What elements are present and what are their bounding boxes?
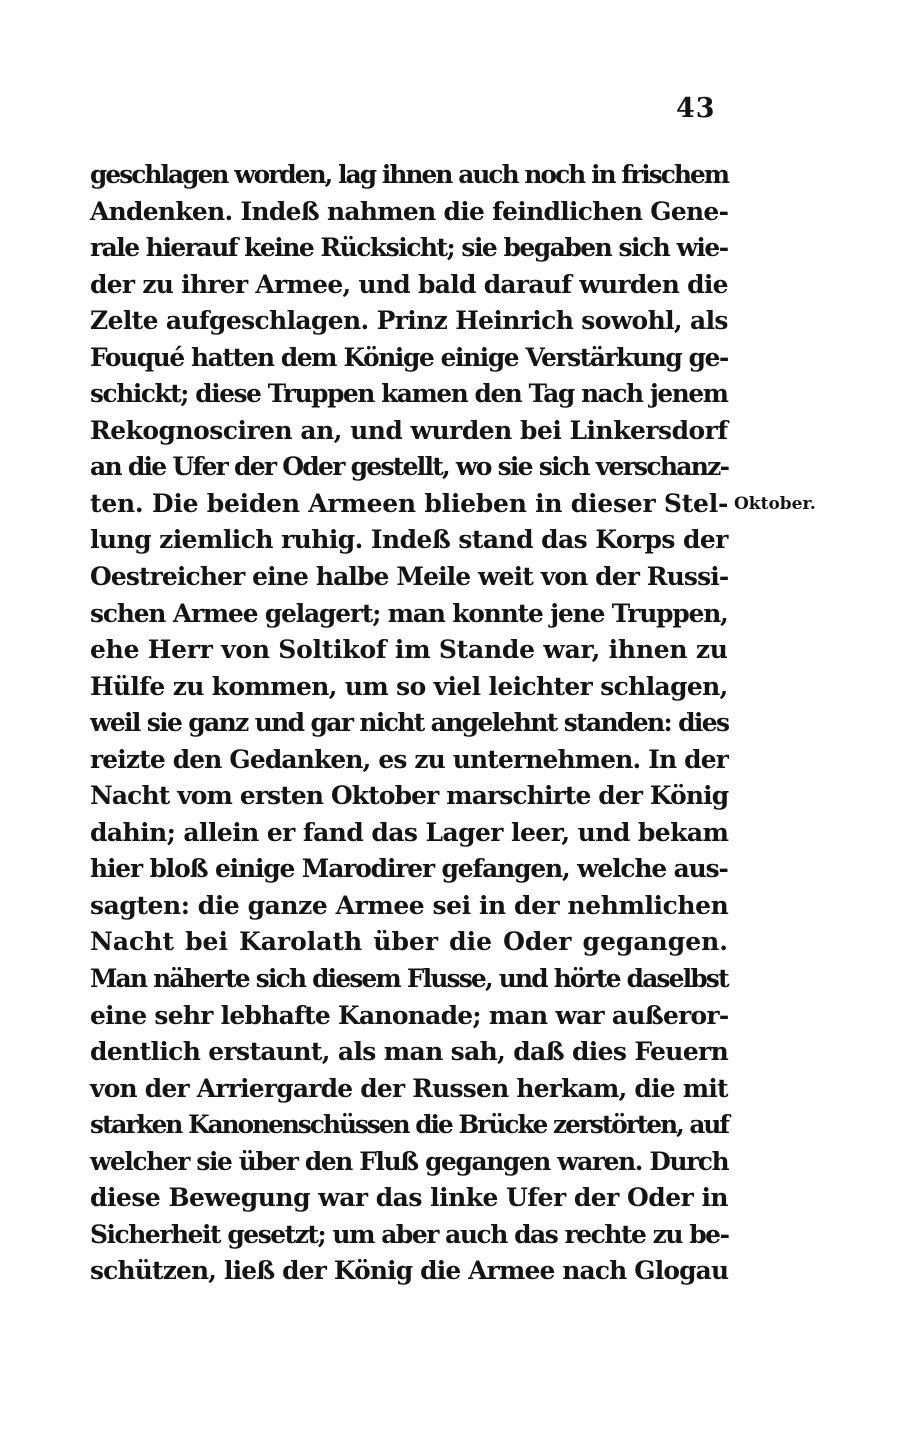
text-line: reizte den Gedanken, es zu unternehmen. In der <box>90 744 728 774</box>
text-line: geschlagen worden, lag ihnen auch noch in frischem <box>90 160 729 189</box>
text-line: diese Bewegung war das linke Ufer der Oder in <box>90 1183 729 1213</box>
text-line: lung ziemlich ruhig. Indeß stand das Korps der <box>90 525 728 555</box>
text-line: welcher sie über den Fluß gegangen waren. Durch <box>90 1146 729 1176</box>
text-line: Zelte aufgeschlagen. Prinz Heinrich sowohl, als <box>90 306 728 336</box>
text-line: Nacht vom ersten Oktober marschirte der König <box>90 781 729 811</box>
text-line: schen Armee gelagert; man konnte jene Truppen, <box>90 598 728 628</box>
text-line: Sicherheit gesetzt; um aber auch das rechte zu be- <box>90 1219 729 1249</box>
text-line: Oestreicher eine halbe Meile weit von der Russi- <box>90 562 729 592</box>
text-line: weil sie ganz und gar nicht angelehnt standen: dies <box>90 708 729 738</box>
text-line: dahin; allein er fand das Lager leer, und bekam <box>90 817 729 847</box>
text-line: ehe Herr von Soltikof im Stande war, ihnen zu <box>90 635 728 665</box>
text-line: dentlich erstaunt, als man sah, daß dies Feuern <box>90 1037 729 1067</box>
text-line: Nacht bei Karolath über die Oder gegangen. <box>90 927 728 957</box>
text-line: schickt; diese Truppen kamen den Tag nach jenem <box>90 379 728 409</box>
text-line: Rekognosciren an, und wurden bei Linkersdorf <box>90 415 728 445</box>
text-line: von der Arriergarde der Russen herkam, die mit <box>90 1073 728 1103</box>
text-line: der zu ihrer Armee, und bald darauf wurden die <box>90 269 728 299</box>
text-line: sagten: die ganze Armee sei in der nehmlichen <box>90 890 729 920</box>
text-line: starken Kanonenschüssen die Brücke zerstörten, auf <box>90 1110 729 1140</box>
text-line: eine sehr lebhafte Kanonade; man war außeror- <box>90 1000 729 1030</box>
text-line: Hülfe zu kommen, um so viel leichter schlagen, <box>90 671 728 701</box>
text-line: Fouqué hatten dem Könige einige Verstärkung ge- <box>90 342 728 372</box>
margin-note: Oktober. <box>734 494 816 514</box>
text-line: schützen, ließ der König die Armee nach Glogau <box>90 1256 729 1286</box>
text-line: hier bloß einige Marodirer gefangen, welche aus- <box>90 854 728 884</box>
text-line: Andenken. Indeß nahmen die feindlichen Gene- <box>90 196 729 226</box>
body-text <box>90 157 728 1290</box>
text-line: an die Ufer der Oder gestellt, wo sie sich verschanz- <box>90 452 729 482</box>
text-line: ten. Die beiden Armeen blieben in dieser Stel- <box>90 488 729 518</box>
page-number: 43 <box>676 93 716 124</box>
text-line: Man näherte sich diesem Flusse, und hörte daselbst <box>90 964 728 994</box>
text-line: rale hierauf keine Rücksicht; sie begaben sich wie- <box>90 233 728 263</box>
